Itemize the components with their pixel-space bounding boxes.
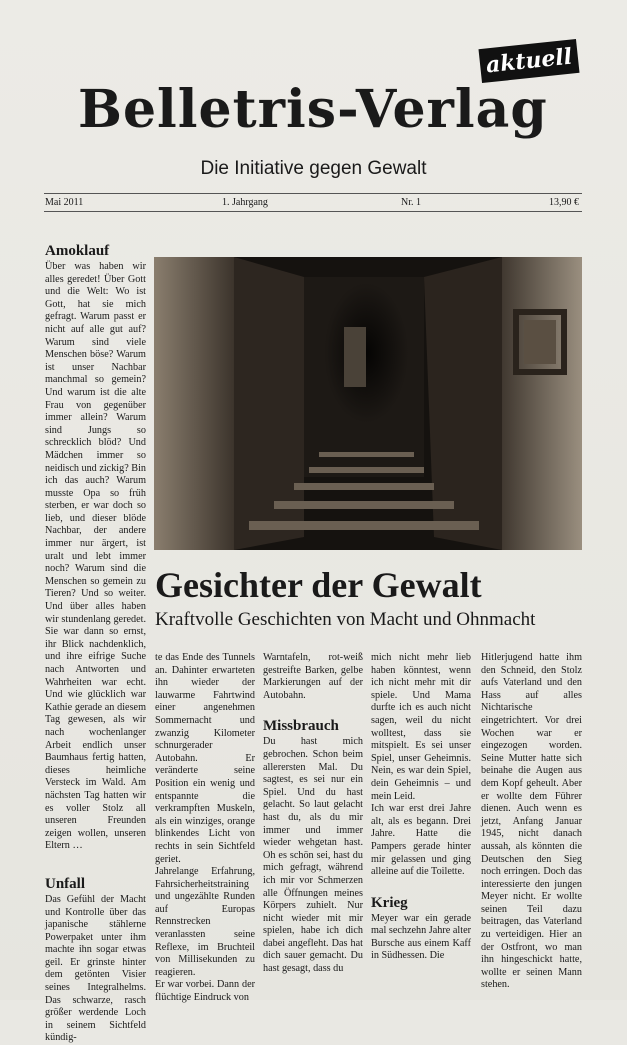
text-amoklauf: Über was haben wir alles geredet! Über Gott und die Welt: Wo ist Gott, hat sie mich gefragt. Warum passt er nicht auf alle gut auf? Warum sind viele Menschen böse? Warum ist unser Nachbar manchmal so gemein? Und warum ist die alte Frau von gegenüber immer allein? Warum sind Jungs so schrecklich blöd? Und Mädchen immer so neidisch und zickig? Bin ich das auch? Warum musste Opa so früh sterben, er war doch so lieb, und dieser blöde Nachbar, der andere immer nur ärgert, ist uralt und lebt immer noch? Warum sind die Menschen so gemein zu Tieren? Und so weiter. Und über alles haben wir stundenlang geredet. Sie war dann so ernst, ihr Blick nachdenklich, und ihre eifrige Suche nach Antworten und Wahrheiten war echt. Und wie glücklich war Kathie gerade an diesem Tag gewesen, als wir nach wochenlanger Arbeit endlich unser Baumhaus fertig hatten, dieses heimliche Versteck im Wald. Am nächsten Tag hatten wir es voller Stolz all unseren Freunden zeigen wollen, unseren Eltern …	[45, 261, 147, 852]
main-headline: Gesichter der Gewalt	[155, 565, 482, 605]
issue-volume: 1. Jahrgang	[222, 197, 268, 208]
article-column-1	[45, 242, 147, 1044]
text-krieg-cont: Hitlerjugend hatte ihm den Schneid, den Stolz aufs Vaterland und den Hass auf alles Nichtarische eingetrichtert. Vor drei Wochen war er eingezogen worden. Seine Mutter hatte sich beinahe die Augen aus dem Kopf geheult. Aber er wollte dem Führer dienen. Auch wenn es jetzt, Anfang Januar 1945, nicht danach aussah, als könnten die Deutschen den Sieg noch erringen. Doch das interessierte den jungen Meyer nicht. Er wollte seinen Teil dazu beitragen, das Vaterland zu verteidigen. Hier an der Ostfront, wo man ihn hingeschickt hatte, wollte er seinen Mann stehen.	[481, 652, 582, 991]
text-krieg: Meyer war ein gerade mal sechzehn Jahre alter Bursche aus einem Kaff in Südhessen. Die	[371, 912, 471, 962]
text-missbrauch: Du hast mich gebrochen. Schon beim allerersten Mal. Du sagtest, es sei nur ein Spiel. Und du hast gelacht. So laut gelacht hast du, als du mir immer und immer wieder wehgetan hast. Oh es schön sei, hast du mich gefragt, während ich mir vor Schmerzen alle Öffnungen meines Körpers zuhielt. Nur nicht wieder mit mir spielen, habe ich dich dabei angefleht. Das hat dich sauer gemacht. Du hast gesagt, dass du	[263, 736, 363, 975]
issue-date: Mai 2011	[45, 197, 84, 208]
masthead-subtitle: Die Initiative gegen Gewalt	[200, 158, 427, 179]
article-column-5	[481, 652, 582, 991]
article-column-4	[371, 652, 471, 962]
headline-unfall: Unfall	[45, 875, 86, 892]
masthead-title: Belletris-Verlag	[78, 79, 548, 140]
headline-missbrauch: Missbrauch	[263, 718, 339, 735]
text-unfall-3: Er war vorbei. Dann der flüchtige Eindruck von	[155, 979, 255, 1004]
text-unfall-end: Warntafeln, rot-weiß gestreifte Barken, gelbe Markierungen auf der Autobahn.	[263, 652, 363, 701]
headline-amoklauf: Amoklauf	[45, 243, 110, 259]
rule-bottom	[44, 211, 582, 212]
headline-krieg: Krieg	[371, 894, 408, 911]
issue-price: 13,90 €	[549, 197, 579, 208]
article-column-2	[155, 652, 255, 1004]
text-unfall: Das Gefühl der Macht und Kontrolle über das japanische stählerne Powerpaket unter ihm machte ihn sogar etwas geil. Er grinste hinter dem getönten Visier seines Integralhelms. Das schwarze, rasch größer werdende Loch in seinem Sichtfeld kündig-	[45, 893, 146, 1044]
staircase-photo	[154, 257, 582, 550]
main-subheadline: Kraftvolle Geschichten von Macht und Ohnmacht	[155, 609, 536, 630]
issue-number: Nr. 1	[401, 197, 421, 208]
rule-top	[44, 193, 582, 194]
text-missbrauch-cont: mich nicht mehr lieb haben könntest, wenn ich nicht mehr mit dir spiele. Und Mama durfte ich es auch nicht sagen, weil du nicht wolltest, dass sie mitspielt. Es sei unser Spiel, unser Geheimnis. Nein, es war dein Spiel, dein Geheimnis – und mein Leid.	[371, 652, 471, 802]
text-unfall-2: Jahrelange Erfahrung, Fahrsicherheitstraining und ungezählte Runden auf Europas Rennstrecken veranlassten seine Reflexe, im Bruchteil von Millisekunden zu reagieren.	[155, 866, 255, 978]
text-missbrauch-2: Ich war erst drei Jahre alt, als es begann. Drei Jahre. Hatte die Pampers gerade hinter mir gelassen und ging alleine auf die Toilette.	[371, 803, 471, 878]
aktuell-badge: aktuell	[478, 39, 579, 83]
text-unfall-cont: te das Ende des Tunnels an. Dahinter erwarteten ihn wieder der lauwarme Fahrtwind einer angenehmen Sommernacht und zwanzig Kilometer schnurgerader Autobahn. Er veränderte seine Position ein wenig und entspannte die verkrampften Muskeln, als ein winziges, orange blinkendes Licht von rechts in sein Sichtfeld geriet.	[155, 652, 255, 865]
article-column-3	[263, 652, 363, 975]
